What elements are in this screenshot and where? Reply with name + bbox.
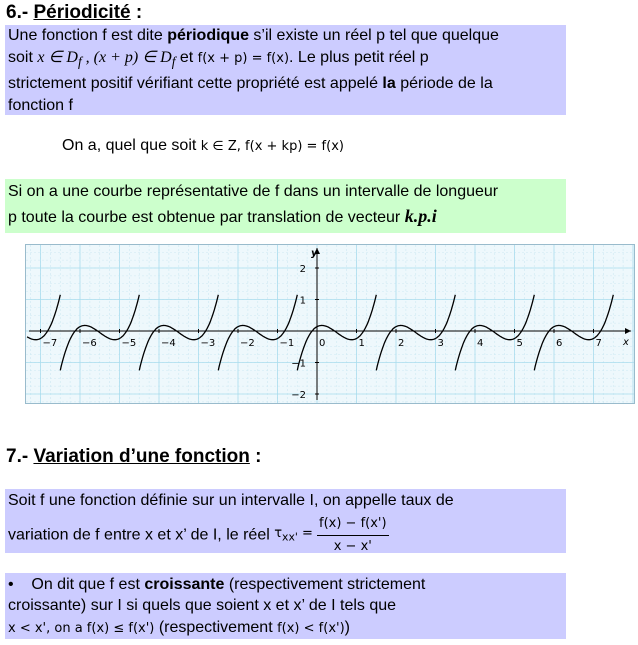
y-tick-label: 2 (299, 264, 306, 275)
increasing-definition: • On dit que f est croissante (respectivement strictement croissante) sur I si quels que soient x et x’ de I tels que x < x', on a f(x) ≤ f(x') (respectivement f(x) < f(x')) (5, 573, 566, 639)
x-tick-label: −3 (200, 338, 216, 349)
increasing-condition: x < x', on a f(x) ≤ f(x') (8, 621, 155, 636)
x-tick-label: 7 (595, 338, 602, 349)
rate-symbol: $\tau_{xx'}$ = (274, 525, 318, 544)
strict-condition: f(x) < f(x') (277, 621, 345, 636)
x-tick-label: −4 (161, 338, 176, 349)
periodic-function-graph (25, 244, 635, 404)
section-number: 7.- (6, 446, 34, 467)
rate-fraction: $\frac{f(x) - f(x')}{x - x'}$ (317, 513, 389, 558)
domain-condition: x ∈ $D_f$ , (x + p) ∈ $D_f$ (37, 49, 176, 70)
y-tick-label: 1 (299, 295, 306, 307)
y-axis-label: y (311, 248, 318, 259)
term-croissante: croissante (144, 576, 225, 593)
heading-colon: : (249, 446, 262, 467)
section-title: Variation d’une fonction (33, 446, 250, 467)
section-7-heading (6, 446, 261, 468)
translation-vector: k.p.i (404, 206, 437, 226)
term-periodic: périodique (167, 27, 249, 44)
x-tick-label: 3 (437, 338, 444, 349)
section-title: Périodicité (33, 2, 131, 23)
x-tick-label: −7 (42, 338, 58, 349)
x-axis-label: x (623, 337, 629, 348)
x-tick-label: −6 (82, 338, 97, 349)
rate-of-change-definition: Soit f une fonction définie sur un intervalle I, on appelle taux de variation de f entre x et x’ de I, le réel $\tau_{xx'}$ = $\frac{f(x) - f(x')}{x - x'}$ (5, 489, 566, 553)
section-6-heading (6, 2, 142, 24)
x-tick-label: −2 (240, 338, 255, 349)
x-tick-label: 5 (516, 338, 523, 349)
periodicity-formula: f(x + p) = f(x) (197, 51, 290, 66)
periodicity-definition: Une fonction f est dite périodique s’il existe un réel p tel que quelque soit x ∈ $D_f$ , (x + p) ∈ $D_f$ et f(x + p) = f(x). Le plus petit réel p strictement positif vérifiant cette propriété est appelé la période de la fonction f (5, 25, 566, 115)
y-tick-label: −1 (291, 358, 306, 370)
bullet: • (8, 576, 14, 593)
x-tick-label: −5 (121, 338, 137, 349)
term-la: la (382, 75, 396, 92)
x-tick-label: 6 (556, 338, 563, 349)
heading-colon: : (130, 2, 143, 23)
x-tick-label: 1 (358, 338, 365, 349)
period-property: On a, quel que soit k ∈ Z, f(x + kp) = f(x) (62, 137, 344, 154)
property-formula: k ∈ Z, f(x + kp) = f(x) (200, 139, 344, 154)
section-number: 6.- (6, 2, 34, 23)
y-tick-label: −2 (291, 390, 306, 401)
x-tick-label: 0 (319, 338, 326, 349)
x-tick-label: −1 (279, 338, 295, 349)
x-tick-label: 4 (477, 338, 484, 349)
x-tick-label: 2 (398, 338, 405, 349)
translation-note: Si on a une courbe représentative de f dans un intervalle de longueur p toute la courbe est obtenue par translation de vecteur k.p.i (5, 179, 566, 233)
